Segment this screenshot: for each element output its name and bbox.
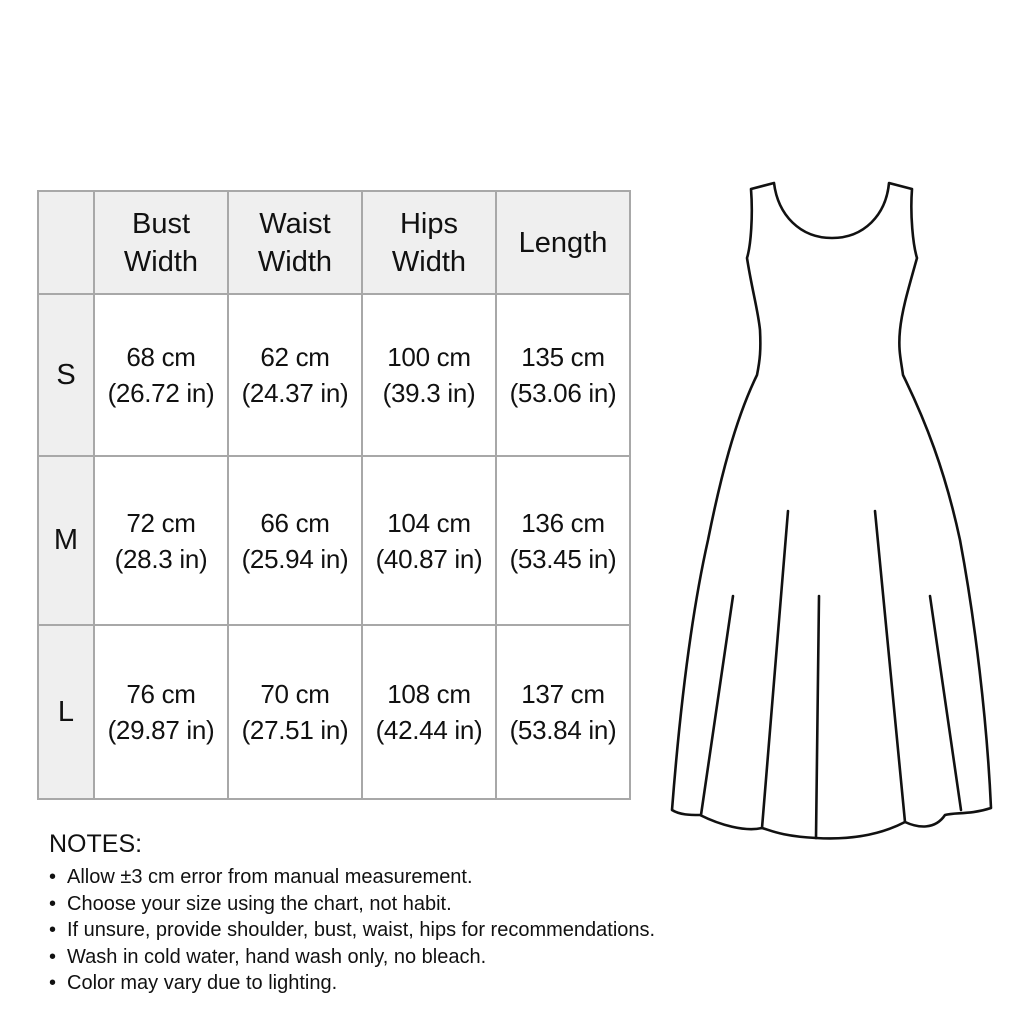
note-item: • Choose your size using the chart, not habit. — [49, 891, 655, 918]
header-hips-width: Hips Width — [362, 191, 496, 294]
cell-length: 135 cm (53.06 in) — [496, 294, 630, 456]
notes-list — [49, 864, 655, 997]
note-item: • If unsure, provide shoulder, bust, waist, hips for recommendations. — [49, 917, 655, 944]
bullet-icon: • — [49, 919, 57, 941]
bullet-icon: • — [49, 892, 57, 915]
cell-bust: 76 cm (29.87 in) — [94, 625, 228, 799]
bullet-icon: • — [49, 972, 57, 994]
header-bust-width: Bust Width — [94, 191, 228, 294]
table-row-l — [38, 625, 630, 799]
cell-hips: 104 cm (40.87 in) — [362, 456, 496, 625]
header-length: Length — [496, 191, 630, 294]
note-item: • Color may vary due to lighting. — [49, 970, 655, 997]
size-chart-table — [37, 190, 631, 800]
cell-length: 136 cm (53.45 in) — [496, 456, 630, 625]
size-label: L — [38, 625, 94, 799]
header-corner-cell — [38, 191, 94, 294]
bullet-icon: • — [49, 866, 57, 888]
cell-length: 137 cm (53.84 in) — [496, 625, 630, 799]
bullet-icon: • — [49, 945, 57, 968]
dress-outline-icon — [660, 175, 1000, 845]
table-row-s — [38, 294, 630, 456]
header-waist-width: Waist Width — [228, 191, 362, 294]
cell-waist: 70 cm (27.51 in) — [228, 625, 362, 799]
cell-waist: 62 cm (24.37 in) — [228, 294, 362, 456]
cell-waist: 66 cm (25.94 in) — [228, 456, 362, 625]
table-header-row — [38, 191, 630, 294]
cell-bust: 72 cm (28.3 in) — [94, 456, 228, 625]
size-label: M — [38, 456, 94, 625]
notes-title: NOTES: — [49, 830, 143, 858]
cell-hips: 100 cm (39.3 in) — [362, 294, 496, 456]
note-item: • Wash in cold water, hand wash only, no bleach. — [49, 944, 655, 971]
note-item: • Allow ±3 cm error from manual measurement. — [49, 864, 655, 891]
size-label: S — [38, 294, 94, 456]
table-row-m — [38, 456, 630, 625]
cell-bust: 68 cm (26.72 in) — [94, 294, 228, 456]
notes-section — [49, 828, 655, 997]
cell-hips: 108 cm (42.44 in) — [362, 625, 496, 799]
